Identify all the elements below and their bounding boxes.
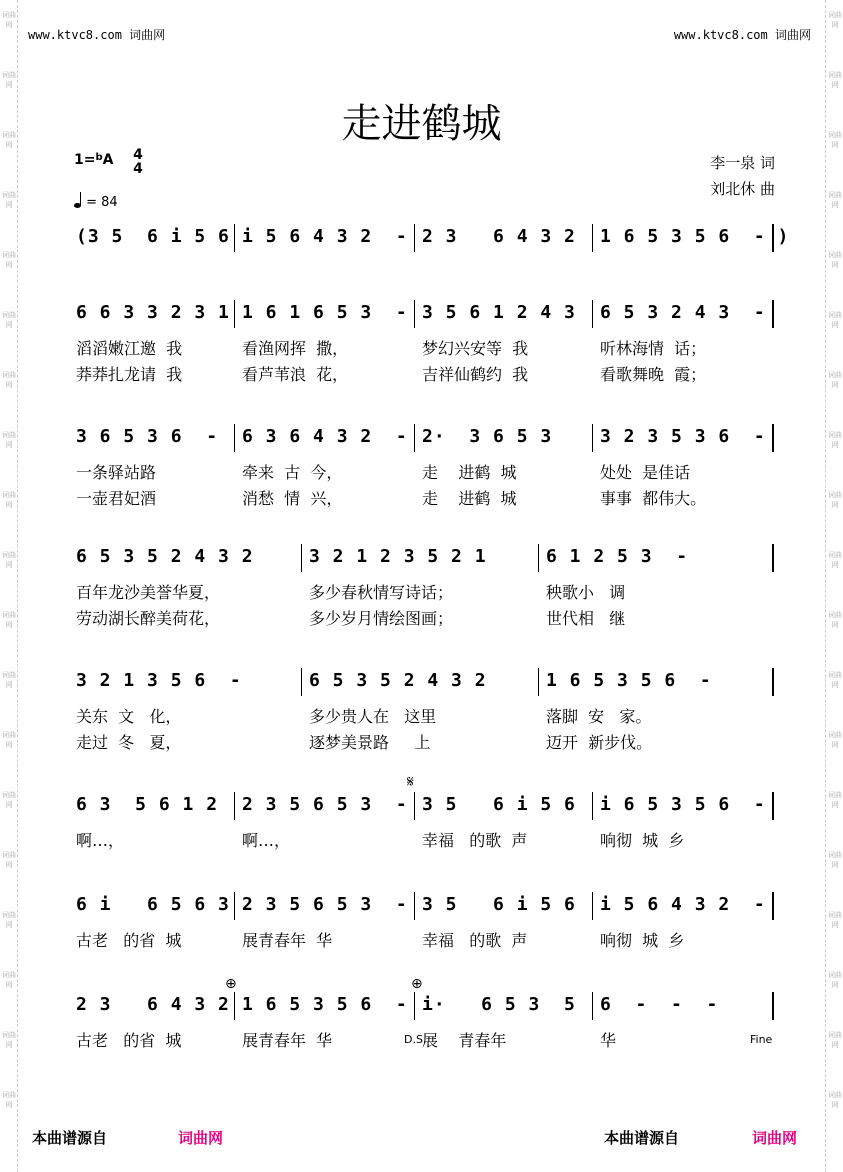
edge-watermark-text: 词曲网 <box>828 311 842 329</box>
measure-notes: 2 3 6 4 3 2 <box>422 226 576 247</box>
bar-line <box>592 892 593 920</box>
lyric-line: 世代相 继 <box>546 609 626 628</box>
measure-notes: 6 5 3 5 2 4 3 2 <box>76 546 254 567</box>
lyric-line: 多少春秋情写诗话； <box>309 583 454 602</box>
score-system <box>0 892 843 982</box>
lyric-line: 一条驿站路 <box>76 463 157 482</box>
edge-watermark-text: 词曲网 <box>828 491 842 509</box>
lyric-line: 幸福 的歌 声 <box>422 831 528 850</box>
lyric-line: 响彻 城 乡 <box>600 831 685 850</box>
edge-watermark-text: 词曲网 <box>2 611 16 629</box>
edge-watermark-text: 词曲网 <box>2 11 16 29</box>
edge-watermark-text: 词曲网 <box>2 1031 16 1049</box>
measure-notes: 6 6 3 3 2 3 1 <box>76 302 230 323</box>
key-prefix: 1= <box>74 152 96 168</box>
edge-watermark-text: 词曲网 <box>828 191 842 209</box>
edge-watermark-text: 词曲网 <box>828 1091 842 1109</box>
measure-notes: 3 5 6 i 5 6 <box>422 894 576 915</box>
edge-watermark-text: 词曲网 <box>828 971 842 989</box>
bar-line <box>772 992 774 1020</box>
time-sig-bottom: 4 <box>133 161 143 177</box>
edge-watermark-text: 词曲网 <box>2 731 16 749</box>
measure-notes: 1 6 1 6 5 3 - <box>242 302 408 323</box>
lyric-line: 落脚 安 家。 <box>546 707 652 726</box>
score-system <box>0 544 843 634</box>
bar-line <box>414 300 415 328</box>
measure-notes: 6 - - - <box>600 994 719 1015</box>
measure-notes: 3 5 6 i 5 6 <box>422 794 576 815</box>
measure-notes: 1 6 5 3 5 6 - <box>546 670 712 691</box>
measure-notes: i 5 6 4 3 2 - <box>242 226 408 247</box>
lyric-line: 华 <box>600 1031 617 1050</box>
lyric-line: 啊…， <box>76 831 125 850</box>
bar-line <box>414 224 415 252</box>
edge-watermark-text: 词曲网 <box>2 131 16 149</box>
measure-notes: i 5 6 4 3 2 - <box>600 894 766 915</box>
lyric-line: 幸福 的歌 声 <box>422 931 528 950</box>
lyric-line: 多少贵人在 这里 <box>309 707 437 726</box>
site-url: www.ktvc8.com <box>28 28 122 42</box>
lyric-line: 滔滔嫩江邀 我 <box>76 339 183 358</box>
edge-watermark-text: 词曲网 <box>2 791 16 809</box>
bar-line <box>414 792 415 820</box>
bar-line <box>592 424 593 452</box>
edge-watermark-text: 词曲网 <box>2 431 16 449</box>
lyric-line: 多少岁月情绘图画； <box>309 609 454 628</box>
measure-notes: 1 6 5 3 5 6 - ) <box>600 226 790 247</box>
lyric-line: 看歌舞晚 霞； <box>600 365 707 384</box>
coda-icon: ⊕ <box>225 976 237 992</box>
bar-line <box>772 544 774 572</box>
source-site-right[interactable]: 词曲网 <box>752 1129 798 1147</box>
lyric-line: 事事 都伟大。 <box>600 489 707 508</box>
measure-notes: 2· 3 6 5 3 <box>422 426 553 447</box>
source-label-left: 本曲谱源自 <box>32 1129 108 1147</box>
edge-watermark-text: 词曲网 <box>2 311 16 329</box>
source-site-left[interactable]: 词曲网 <box>178 1129 224 1147</box>
bar-line <box>414 892 415 920</box>
edge-watermark-text: 词曲网 <box>828 1031 842 1049</box>
tempo-marking <box>74 193 118 210</box>
lyric-line: 莽莽扎龙请 我 <box>76 365 183 384</box>
bar-line <box>234 224 235 252</box>
lyric-line: 展 青春年 <box>422 1031 507 1050</box>
edge-watermark-text: 词曲网 <box>2 371 16 389</box>
lyric-line: 看芦苇浪 花， <box>242 365 349 384</box>
lyric-line: 劳动湖长醉美荷花， <box>76 609 221 628</box>
lyric-line: 梦幻兴安等 我 <box>422 339 529 358</box>
time-signature <box>130 148 146 176</box>
lyric-line: 百年龙沙美誉华夏， <box>76 583 221 602</box>
bar-line <box>234 300 235 328</box>
score-system <box>0 668 843 758</box>
flat-sign: b <box>95 152 103 163</box>
measure-notes: 2 3 5 6 5 3 - <box>242 894 408 915</box>
lyric-line: 牵来 古 今， <box>242 463 343 482</box>
edge-watermark-text: 词曲网 <box>2 251 16 269</box>
tempo-value: = 84 <box>86 195 118 210</box>
edge-watermark-text: 词曲网 <box>2 191 16 209</box>
lyric-line: 吉祥仙鹤约 我 <box>422 365 529 384</box>
bar-line <box>234 792 235 820</box>
site-header-right <box>674 26 811 43</box>
score-system <box>0 424 843 514</box>
lyric-line: 响彻 城 乡 <box>600 931 685 950</box>
measure-notes: 6 5 3 5 2 4 3 2 <box>309 670 487 691</box>
lyric-line: 走过 冬 夏， <box>76 733 182 752</box>
key-signature <box>74 152 114 168</box>
fine-mark: Fine <box>750 1033 773 1046</box>
bar-line <box>234 892 235 920</box>
measure-notes: 6 1 2 5 3 - <box>546 546 689 567</box>
bar-line <box>234 992 235 1020</box>
bar-line <box>301 544 302 572</box>
lyric-line: 展青春年 华 <box>242 931 333 950</box>
lyric-line: 关东 文 化， <box>76 707 182 726</box>
ds-mark: D.S. <box>404 1033 427 1046</box>
site-name: 词曲网 <box>774 28 811 42</box>
bar-line <box>592 992 593 1020</box>
measure-notes: 3 6 5 3 6 - <box>76 426 219 447</box>
edge-watermark-text: 词曲网 <box>2 911 16 929</box>
lyric-line: 走 进鹤 城 <box>422 463 517 482</box>
edge-watermark-text: 词曲网 <box>828 551 842 569</box>
edge-watermark-text: 词曲网 <box>2 1091 16 1109</box>
edge-watermark-text: 词曲网 <box>828 11 842 29</box>
edge-watermark-text: 词曲网 <box>2 491 16 509</box>
score-system <box>0 792 843 882</box>
site-name: 词曲网 <box>129 28 166 42</box>
edge-watermark-text: 词曲网 <box>828 911 842 929</box>
edge-watermark-text: 词曲网 <box>828 611 842 629</box>
lyric-line: 展青春年 华 <box>242 1031 333 1050</box>
measure-notes: i· 6 5 3 5 <box>422 994 576 1015</box>
edge-watermark-text: 词曲网 <box>828 851 842 869</box>
measure-notes: 6 3 6 4 3 2 - <box>242 426 408 447</box>
edge-watermark-text: 词曲网 <box>2 971 16 989</box>
key-note: A <box>102 152 114 168</box>
bar-line <box>592 300 593 328</box>
measure-notes: 3 2 1 3 5 6 - <box>76 670 242 691</box>
lyric-line: 秧歌小 调 <box>546 583 626 602</box>
bar-line <box>234 424 235 452</box>
time-sig-top: 4 <box>133 147 143 163</box>
edge-watermark-text: 词曲网 <box>2 851 16 869</box>
edge-watermark-text: 词曲网 <box>828 131 842 149</box>
measure-notes: 1 6 5 3 5 6 - <box>242 994 408 1015</box>
bar-line <box>301 668 302 696</box>
edge-watermark-text: 词曲网 <box>828 731 842 749</box>
bar-line <box>772 892 774 920</box>
song-title: 走进鹤城 <box>341 101 502 147</box>
edge-watermark-text: 词曲网 <box>2 671 16 689</box>
measure-notes: 2 3 6 4 3 2 <box>76 994 230 1015</box>
edge-watermark-text: 词曲网 <box>828 431 842 449</box>
coda-icon: ⊕ <box>411 976 423 992</box>
lyric-line: 听林海情 话； <box>600 339 707 358</box>
lyricist-credit: 李一泉 词 <box>710 154 775 172</box>
score-system <box>0 300 843 390</box>
measure-notes: 3 2 3 5 3 6 - <box>600 426 766 447</box>
edge-watermark-text: 词曲网 <box>828 371 842 389</box>
bar-line <box>538 544 539 572</box>
bar-line <box>772 668 774 696</box>
edge-watermark-text: 词曲网 <box>828 671 842 689</box>
bar-line <box>772 424 774 452</box>
composer-credit: 刘北休 曲 <box>710 180 775 198</box>
measure-notes: 6 i 6 5 6 3 <box>76 894 230 915</box>
bar-line <box>414 992 415 1020</box>
bar-line <box>592 792 593 820</box>
lyric-line: 古老 的省 城 <box>76 931 182 950</box>
bar-line <box>414 424 415 452</box>
lyric-line: 啊…， <box>242 831 291 850</box>
lyric-line: 迈开 新步伐。 <box>546 733 653 752</box>
edge-watermark-text: 词曲网 <box>2 71 16 89</box>
bar-line <box>772 300 774 328</box>
lyric-line: 一壶君妃酒 <box>76 489 157 508</box>
bar-line <box>592 224 593 252</box>
segno-icon: 𝄋 <box>407 772 414 791</box>
lyric-line: 消愁 情 兴， <box>242 489 343 508</box>
lyric-line: 处处 是佳话 <box>600 463 691 482</box>
measure-notes: 6 5 3 2 4 3 - <box>600 302 766 323</box>
site-header-left <box>28 26 165 43</box>
edge-watermark-text: 词曲网 <box>828 71 842 89</box>
measure-notes: 3 5 6 1 2 4 3 <box>422 302 576 323</box>
site-url: www.ktvc8.com <box>673 28 768 42</box>
lyric-line: 看渔网挥 撒， <box>242 339 349 358</box>
measure-notes: i 6 5 3 5 6 - <box>600 794 766 815</box>
measure-notes: 2 3 5 6 5 3 - <box>242 794 408 815</box>
edge-watermark-text: 词曲网 <box>828 251 842 269</box>
bar-line <box>772 792 774 820</box>
lyric-line: 古老 的省 城 <box>76 1031 182 1050</box>
bar-line <box>538 668 539 696</box>
lyric-line: 逐梦美景路 上 <box>309 733 431 752</box>
edge-watermark-text: 词曲网 <box>828 791 842 809</box>
measure-notes: 6 3 5 6 1 2 <box>76 794 219 815</box>
edge-watermark-text: 词曲网 <box>2 551 16 569</box>
measure-notes: 3 2 1 2 3 5 2 1 <box>309 546 487 567</box>
source-label-right: 本曲谱源自 <box>604 1129 680 1147</box>
lyric-line: 走 进鹤 城 <box>422 489 517 508</box>
measure-notes: (3 5 6 i 5 6 <box>76 226 230 247</box>
